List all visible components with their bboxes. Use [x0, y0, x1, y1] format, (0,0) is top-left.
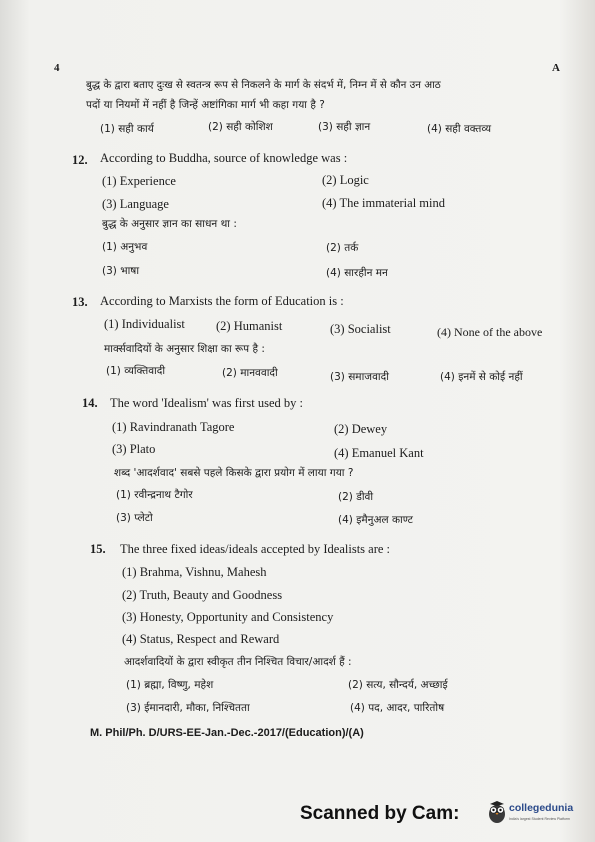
q14-option-hindi-1: (1) रवीन्द्रनाथ टैगोर: [116, 489, 193, 501]
q12-option-hindi-2: (2) तर्क: [326, 242, 359, 254]
q12-option-hindi-3: (3) भाषा: [102, 265, 140, 277]
q12-option-hindi-4: (4) सारहीन मन: [326, 267, 388, 279]
q15-option-3: (3) Honesty, Opportunity and Consistency: [122, 610, 334, 624]
q15-question-hindi: आदर्शवादियों के द्वारा स्वीकृत तीन निश्चित विचार/आदर्श हैं :: [124, 656, 352, 668]
q12-option-hindi-1: (1) अनुभव: [102, 241, 148, 253]
q13-option-hindi-3: (3) समाजवादी: [330, 371, 389, 383]
q12-question-hindi: बुद्ध के अनुसार ज्ञान का साधन था :: [102, 218, 237, 230]
brand-tagline: India's largest Student Review Platform: [509, 817, 570, 821]
scanned-by-watermark: Scanned by Cam:: [300, 803, 460, 824]
owl-mascot-icon: [487, 800, 507, 824]
q14-option-4: (4) Emanuel Kant: [334, 446, 424, 460]
q15-option-2: (2) Truth, Beauty and Goodness: [122, 588, 283, 602]
q13-option-hindi-4: (4) इनमें से कोई नहीं: [440, 371, 523, 383]
q12-option-1: (1) Experience: [102, 174, 176, 188]
q13-question-hindi: मार्क्सवादियों के अनुसार शिक्षा का रूप है :: [104, 343, 265, 355]
q14-option-2: (2) Dewey: [334, 422, 388, 436]
q15-question: The three fixed ideas/ideals accepted by Idealists are :: [120, 542, 391, 556]
q15-option-4: (4) Status, Respect and Reward: [122, 632, 280, 646]
q14-question: The word 'Idealism' was first used by :: [110, 396, 304, 410]
q14-number: 14.: [82, 396, 98, 410]
q14-option-hindi-4: (4) इमैनुअल काण्ट: [338, 514, 413, 526]
q12-option-4: (4) The immaterial mind: [322, 196, 445, 210]
q13-option-1: (1) Individualist: [104, 317, 185, 331]
q15-option-hindi-1: (1) ब्रह्मा, विष्णु, महेश: [126, 679, 214, 691]
q12-option-3: (3) Language: [102, 197, 169, 211]
q13-option-hindi-1: (1) व्यक्तिवादी: [106, 365, 166, 377]
footer-exam-code: M. Phil/Ph. D/URS-EE-Jan.-Dec.-2017/(Education)/(A): [90, 727, 364, 739]
q15-option-hindi-4: (4) पद, आदर, पारितोष: [350, 702, 445, 714]
q13-option-hindi-2: (2) मानववादी: [222, 367, 278, 379]
q11-hindi-line2: पदों या नियमों में नहीं है जिन्हें अष्टांगिका मार्ग भी कहा गया है ?: [86, 99, 325, 111]
q15-option-hindi-3: (3) ईमानदारी, मौका, निश्चितता: [126, 702, 250, 714]
q11-option-2: (2) सही कोशिश: [208, 121, 273, 133]
collegedunia-logo: [487, 798, 574, 828]
page-number: 4: [54, 62, 60, 74]
q14-option-hindi-2: (2) डीवी: [338, 491, 374, 503]
brand-name: collegedunia: [509, 802, 574, 814]
q11-option-1: (1) सही कार्य: [100, 123, 154, 135]
q14-question-hindi: शब्द 'आदर्शवाद' सबसे पहले किसके द्वारा प्रयोग में लाया गया ?: [114, 467, 354, 479]
q12-number: 12.: [72, 153, 88, 167]
q12-question: According to Buddha, source of knowledge was :: [100, 151, 348, 165]
series-code: A: [552, 62, 560, 74]
q14-option-1: (1) Ravindranath Tagore: [112, 420, 235, 434]
q13-question: According to Marxists the form of Education is :: [100, 294, 344, 308]
q15-option-1: (1) Brahma, Vishnu, Mahesh: [122, 565, 267, 579]
q15-number: 15.: [90, 542, 106, 556]
q13-option-2: (2) Humanist: [216, 319, 283, 333]
q12-option-2: (2) Logic: [322, 173, 369, 187]
q11-hindi-line1: बुद्ध के द्वारा बताए दुःख से स्वतन्त्र रूप से निकलने के मार्ग के संदर्भ में, निम्न में से कौन उन आठ: [86, 79, 441, 91]
q11-option-4: (4) सही वक्तव्य: [427, 123, 492, 135]
q14-option-hindi-3: (3) प्लेटो: [116, 512, 153, 524]
q14-option-3: (3) Plato: [112, 442, 156, 456]
q13-option-4: (4) None of the above: [437, 325, 543, 339]
q11-option-3: (3) सही ज्ञान: [318, 121, 371, 133]
q13-number: 13.: [72, 295, 88, 309]
q13-option-3: (3) Socialist: [330, 322, 391, 336]
q15-option-hindi-2: (2) सत्य, सौन्दर्य, अच्छाई: [348, 679, 448, 691]
